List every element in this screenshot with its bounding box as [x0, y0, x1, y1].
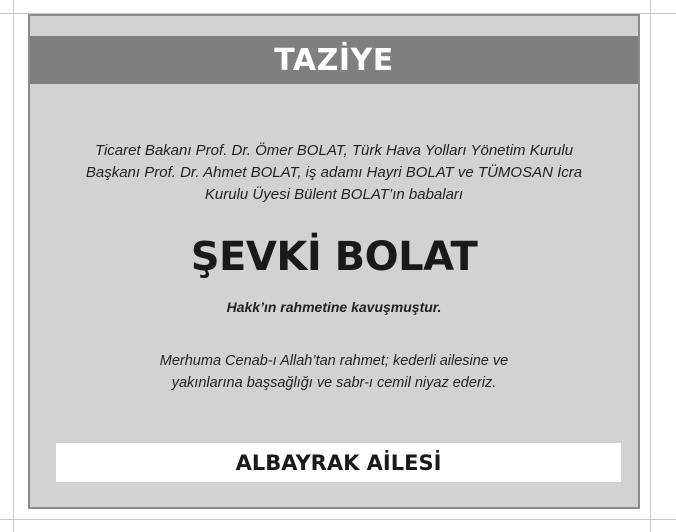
page-guide-bottom — [0, 519, 676, 520]
condolence-notice — [28, 14, 640, 509]
condolence-line: yakınlarına başsağlığı ve sabr-ı cemil niyaz ederiz. — [171, 375, 497, 391]
signature-text: ALBAYRAK AİLESİ — [235, 450, 442, 475]
intro-line: Ticaret Bakanı Prof. Dr. Ömer BOLAT, Türk Hava Yolları Yönetim Kurulu — [94, 142, 574, 159]
page-guide-left — [13, 0, 14, 532]
deceased-name: ŞEVKİ BOLAT — [190, 234, 478, 280]
condolence-line: Merhuma Cenab-ı Allah’tan rahmet; kederli ailesine ve — [159, 353, 509, 369]
page-guide-right — [650, 0, 651, 532]
intro-paragraph — [50, 140, 618, 206]
notice-header — [30, 36, 638, 84]
condolence-paragraph — [50, 350, 618, 394]
intro-line: Başkanı Prof. Dr. Ahmet BOLAT, iş adamı Hayri BOLAT ve TÜMOSAN İcra — [85, 164, 583, 181]
signature-box — [56, 443, 621, 482]
passed-away-text: Hakk’ın rahmetine kavuşmuştur. — [226, 299, 442, 315]
intro-line: Kurulu Üyesi Bülent BOLAT’ın babaları — [204, 186, 464, 203]
notice-title: TAZİYE — [274, 42, 394, 78]
